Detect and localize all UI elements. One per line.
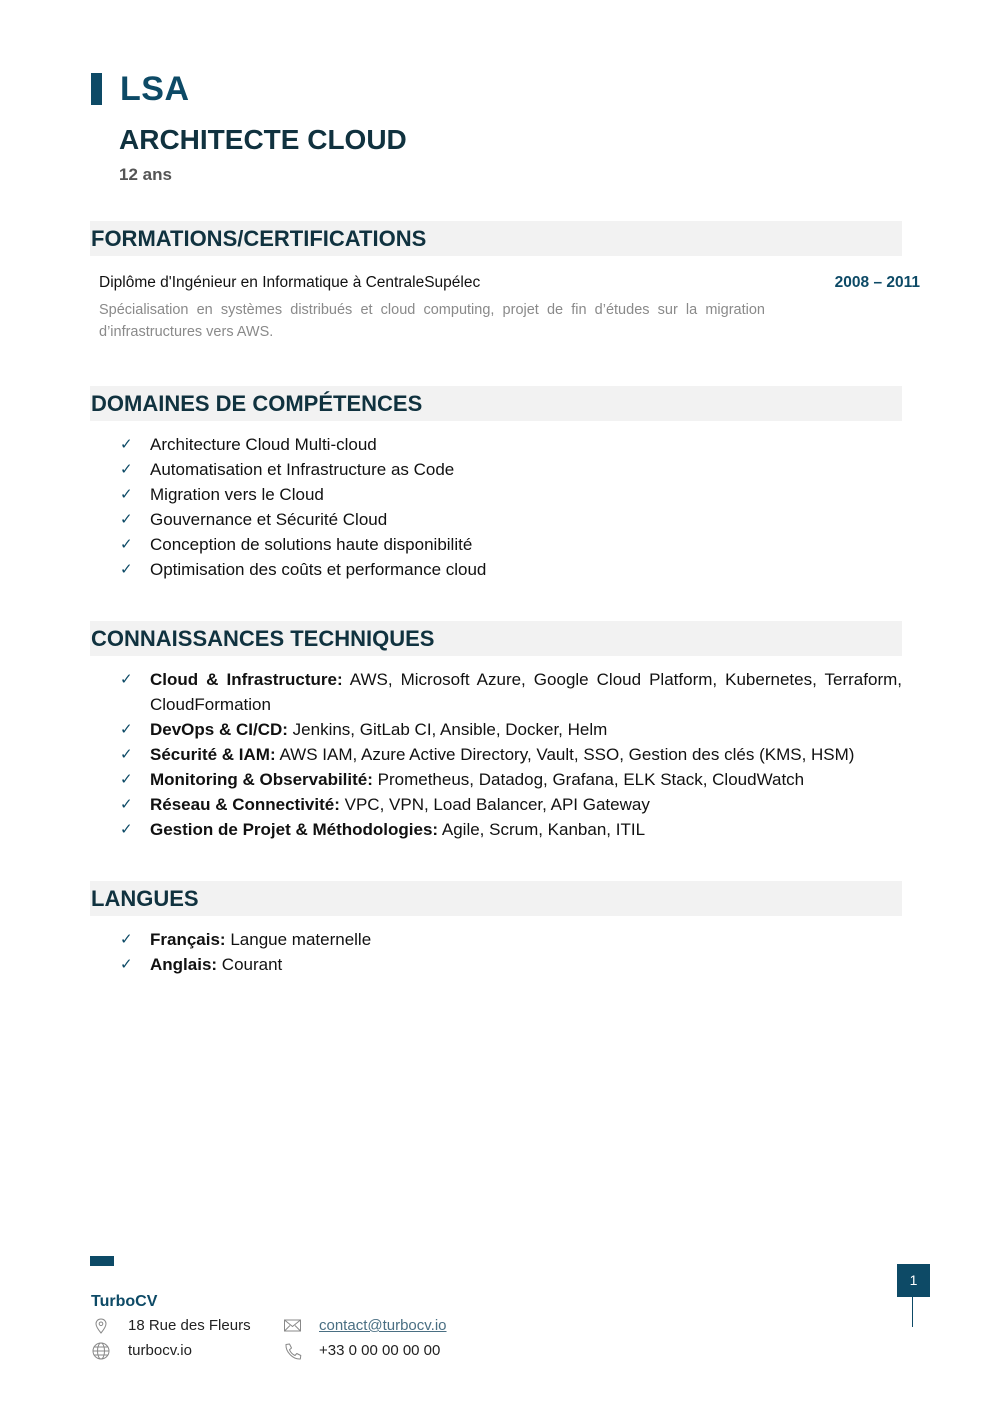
tech-category: Réseau & Connectivité: [150,795,340,814]
phone-text: +33 0 00 00 00 00 [319,1342,441,1359]
tech-category: Gestion de Projet & Méthodologies: [150,820,439,839]
check-icon: ✓ [120,956,133,973]
section-title-languages: LANGUES [91,886,199,911]
check-icon: ✓ [120,436,133,453]
education-dates: 2008 – 2011 [834,274,920,291]
footer-accent-bar [90,1256,114,1266]
section-title-skills: DOMAINES DE COMPÉTENCES [91,391,423,416]
check-icon: ✓ [120,461,133,478]
list-item [120,817,902,842]
list-item [120,507,902,532]
check-icon: ✓ [120,821,133,838]
education-degree: Diplôme d'Ingénieur en Informatique à CentraleSupélec [99,274,481,291]
skill-text: Automatisation et Infrastructure as Code [150,460,455,479]
list-item [120,432,902,457]
language-level: Courant [221,955,283,974]
list-item [120,457,902,482]
list-item [120,767,902,792]
list-item [120,952,902,977]
list-item [120,927,902,952]
check-icon: ✓ [120,536,133,553]
email-link[interactable]: contact@turbocv.io [319,1317,447,1334]
list-item [120,742,902,767]
check-icon: ✓ [120,771,133,788]
tech-values: Prometheus, Datadog, Grafana, ELK Stack, CloudWatch [377,770,805,789]
globe-icon [91,1342,111,1362]
tech-category: Monitoring & Observabilité: [150,770,373,789]
skills-list [120,432,902,582]
envelope-icon [283,1317,303,1337]
tech-values: AWS IAM, Azure Active Directory, Vault, SSO, Gestion des clés (KMS, HSM) [279,745,855,764]
map-pin-icon [93,1317,113,1337]
phone-icon [283,1342,303,1362]
section-header-technical [90,621,902,656]
website-text[interactable]: turbocv.io [128,1342,192,1359]
section-header-education [90,221,902,256]
check-icon: ✓ [120,796,133,813]
section-header-languages [90,881,902,916]
tech-category: Cloud & Infrastructure: [150,670,343,689]
skill-text: Architecture Cloud Multi-cloud [150,435,377,454]
job-title: ARCHITECTE CLOUD [119,124,407,155]
tech-values: Agile, Scrum, Kanban, ITIL [441,820,646,839]
language-name: Anglais: [150,955,218,974]
languages-list [120,927,902,977]
candidate-name: LSA [120,70,190,108]
check-icon: ✓ [120,721,133,738]
address-text: 18 Rue des Fleurs [128,1317,251,1334]
page-number: 1 [897,1264,930,1297]
check-icon: ✓ [120,561,133,578]
check-icon: ✓ [120,746,133,763]
technical-list [120,667,902,842]
list-item [120,482,902,507]
skill-text: Migration vers le Cloud [150,485,324,504]
list-item [120,667,902,717]
skill-text: Conception de solutions haute disponibilité [150,535,473,554]
language-level: Langue maternelle [230,930,372,949]
check-icon: ✓ [120,486,133,503]
page-number-line [912,1297,913,1327]
list-item [120,717,902,742]
skill-text: Optimisation des coûts et performance cloud [150,560,487,579]
tech-values: AWS, Microsoft Azure, Google Cloud Platform, Kubernetes, Terraform, CloudFormation [150,670,902,714]
language-name: Français: [150,930,226,949]
section-header-skills [90,386,902,421]
tech-category: DevOps & CI/CD: [150,720,288,739]
experience-years: 12 ans [119,165,172,184]
tech-values: Jenkins, GitLab CI, Ansible, Docker, Helm [292,720,608,739]
check-icon: ✓ [120,931,133,948]
name-accent-bar [91,73,102,105]
footer-company: TurboCV [91,1293,158,1310]
section-title-education: FORMATIONS/CERTIFICATIONS [91,226,427,251]
skill-text: Gouvernance et Sécurité Cloud [150,510,388,529]
list-item [120,792,902,817]
list-item [120,557,902,582]
tech-category: Sécurité & IAM: [150,745,276,764]
check-icon: ✓ [120,671,133,688]
education-description: Spécialisation en systèmes distribués et cloud computing, projet de fin d’études sur la migration d’infrastructures vers AWS. [99,302,765,340]
tech-values: VPC, VPN, Load Balancer, API Gateway [344,795,650,814]
check-icon: ✓ [120,511,133,528]
section-title-technical: CONNAISSANCES TECHNIQUES [91,626,435,651]
list-item [120,532,902,557]
